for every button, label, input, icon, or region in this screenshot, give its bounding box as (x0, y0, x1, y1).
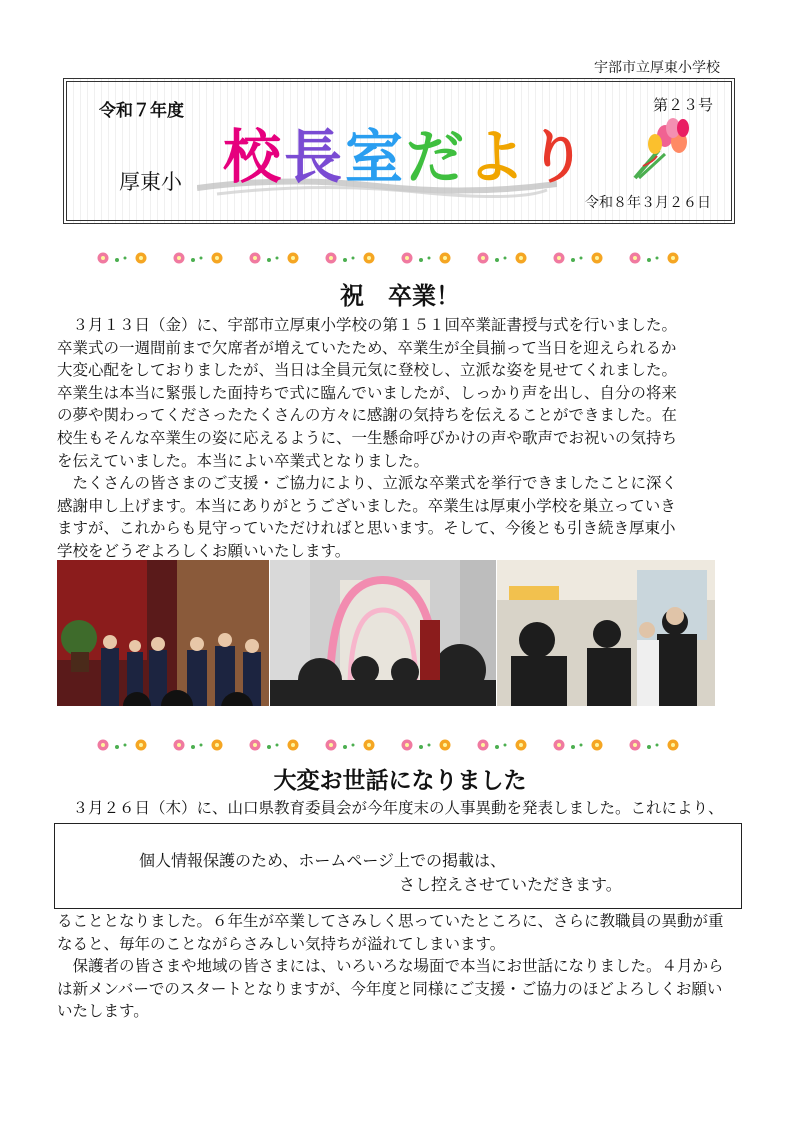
title-char: だ (406, 123, 468, 191)
title-char: よ (467, 123, 529, 191)
flower-divider (95, 250, 705, 266)
flower-divider-graphic (95, 737, 705, 753)
newsletter-header (63, 78, 735, 224)
section-title-graduation: 祝 卒業！ (340, 282, 460, 310)
bouquet-icon (625, 116, 695, 186)
flower-arch-photo (270, 560, 496, 706)
title-char: 校 (223, 123, 285, 191)
newsletter-title (223, 110, 589, 194)
school-name-top: 宇部市立厚東小学校 (594, 60, 720, 76)
title-char: 室 (345, 123, 407, 191)
school-short-name: 厚東小 (119, 170, 182, 194)
graduation-paragraph: ３月１３日（金）に、宇部市立厚東小学校の第１５１回卒業証書授与式を行いました。 卒業式の一週間前まで欠席者が増えていたため、卒業生が全員揃って当日を迎えられるか 大変心配をしておりましたが、当日は全員元気に登校し、立派な姿を見せてくれました。 卒業生は本当に緊張した面持ちで式に臨んでいましたが、しっかり声を出し、自分の将来 の夢や関わってくださったたくさんの方々に感謝の気持ちを伝えることができました。在 校生もそんな卒業生の姿に応えるように、一生懸命呼びかけの声や歌声でお祝いの気持ち を伝えていました。本当によい卒業式となりました。 たくさんの皆さまのご支援・ご協力により、立派な卒業式を挙行できましたことに深く 感謝申し上げます。本当にありがとうございました。卒業生は厚東小学校を巣立っていき ますが、これからも見守っていただければと思います。そして、今後とも引き続き厚東小 学校をどうぞよろしくお願いいたします。 (57, 316, 678, 560)
flower-divider-graphic (95, 250, 705, 266)
personnel-intro: ３月２６日（木）に、山口県教育委員会が今年度末の人事異動を発表しました。これにより、 (57, 799, 724, 817)
ceremony-stage-photo (57, 560, 269, 706)
issue-number: 第２３号 (652, 96, 713, 114)
section-title-thanks: 大変お世話になりました (273, 768, 527, 794)
title-char: り (528, 123, 590, 191)
privacy-notice-line1: 個人情報保護のため、ホームページ上での掲載は、 (139, 851, 507, 870)
fiscal-year: 令和７年度 (99, 101, 184, 121)
thanks-paragraph: ることとなりました。６年生が卒業してさみしく思っていたところに、さらに教職員の異動が重 なると、毎年のことながらさみしい気持ちが溢れてしまいます。 保護者の皆さまや地域の皆さまには、いろいろな場面で本当にお世話になりました。４月から は新メンバーでのスタートとなりますが、今年度と同様にご支援・ご協力のほどよろしくお願い いたします。 (57, 912, 724, 1021)
privacy-notice-line2: さし控えさせていただきます。 (399, 875, 622, 894)
privacy-notice-box (54, 823, 742, 909)
title-char: 長 (284, 123, 346, 191)
issue-date: 令和８年３月２６日 (585, 195, 711, 211)
hallway-send-off-photo (497, 560, 715, 706)
flower-divider (95, 737, 705, 753)
